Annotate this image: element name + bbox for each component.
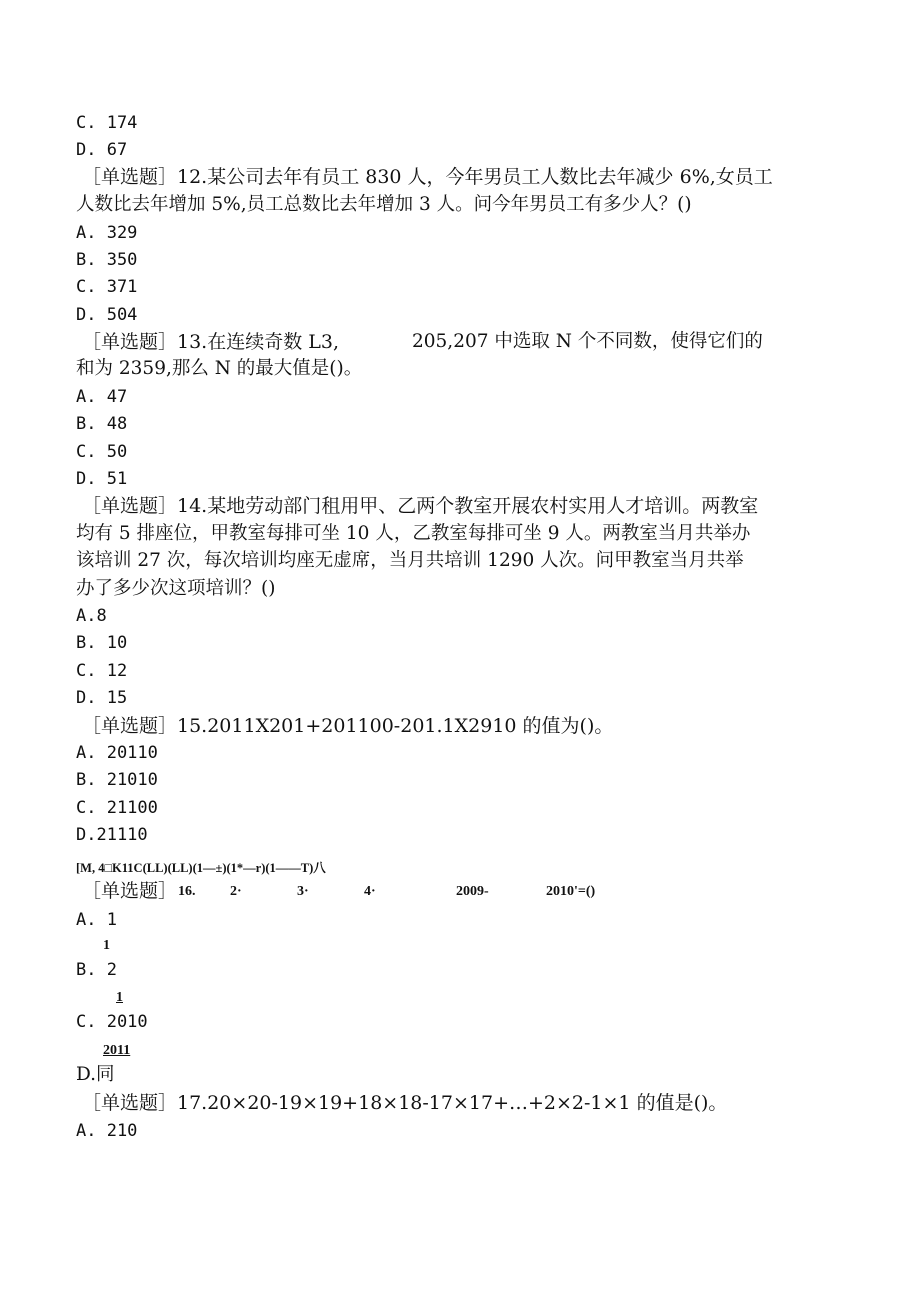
q12-option-a: A. 329 xyxy=(76,223,138,243)
question-14-line-4: 办了多少次这项培训？() xyxy=(76,578,276,599)
question-16-term-2: 3· xyxy=(297,884,309,899)
question-17-line-1: ［单选题］17.20×20-19×19+18×18-17×17+…+2×2-1×1 的值是()。 xyxy=(82,1092,728,1114)
garbled-ocr-text: [M, 4□K11C(LL)(LL)(1—±)(1*—r)(1——T)八 xyxy=(76,861,326,875)
q16-fraction-2011: 2011 xyxy=(103,1043,131,1058)
q12-option-b: B. 350 xyxy=(76,250,138,270)
question-13-line-2: 和为 2359,那么 N 的最大值是()。 xyxy=(76,358,363,379)
q16-fraction-numerator-2: 1 xyxy=(116,990,123,1005)
q14-option-d: D. 15 xyxy=(76,688,128,708)
q12-option-c: C. 371 xyxy=(76,277,138,297)
q16-option-a: A. 1 xyxy=(76,910,117,930)
q15-option-b: B. 21010 xyxy=(76,770,158,790)
question-14-line-3: 该培训 27 次，每次培训均座无虚席，当月共培训 1290 人次。问甲教室当月共举 xyxy=(76,550,744,571)
q15-option-d: D.21110 xyxy=(76,825,148,845)
q12-option-d: D. 504 xyxy=(76,305,138,325)
q15-option-c: C. 21100 xyxy=(76,798,158,818)
question-12-line-1: ［单选题］12.某公司去年有员工 830 人，今年男员工人数比去年减少 6%,女员工 xyxy=(82,166,773,188)
q13-option-c: C. 50 xyxy=(76,442,128,462)
q16-option-d: D.同 xyxy=(76,1064,115,1085)
question-16-prefix: ［单选题］ xyxy=(82,880,178,902)
question-16-term-5: 2010'=() xyxy=(546,884,596,899)
q16-fraction-numerator-1: 1 xyxy=(103,938,110,953)
q14-option-a: A.8 xyxy=(76,606,107,626)
q16-option-c: C. 2010 xyxy=(76,1012,148,1032)
option-c-174: C. 174 xyxy=(76,113,138,133)
option-d-67: D. 67 xyxy=(76,140,128,160)
question-15-line-1: ［单选题］15.2011X201+201100-201.1X2910 的值为()。 xyxy=(82,715,614,737)
q14-option-b: B. 10 xyxy=(76,633,128,653)
q14-option-c: C. 12 xyxy=(76,661,128,681)
question-16-term-4: 2009- xyxy=(456,884,489,899)
question-14-line-1: ［单选题］14.某地劳动部门租用甲、乙两个教室开展农村实用人才培训。两教室 xyxy=(82,495,759,517)
question-12-line-2: 人数比去年增加 5%,员工总数比去年增加 3 人。问今年男员工有多少人？() xyxy=(76,194,692,215)
question-16-number: 16. xyxy=(178,884,196,899)
q17-option-a: A. 210 xyxy=(76,1121,138,1141)
q13-option-a: A. 47 xyxy=(76,387,128,407)
question-16-term-3: 4· xyxy=(364,884,376,899)
q15-option-a: A. 20110 xyxy=(76,743,158,763)
q16-option-b: B. 2 xyxy=(76,960,117,980)
q13-option-b: B. 48 xyxy=(76,414,128,434)
q13-option-d: D. 51 xyxy=(76,469,128,489)
question-14-line-2: 均有 5 排座位，甲教室每排可坐 10 人，乙教室每排可坐 9 人。两教室当月共举办 xyxy=(76,523,751,544)
question-13-line-1a: ［单选题］13.在连续奇数 L3, xyxy=(82,331,340,353)
question-16-term-1: 2· xyxy=(230,884,242,899)
question-13-line-1b: 205,207 中选取 N 个不同数，使得它们的 xyxy=(412,331,763,352)
